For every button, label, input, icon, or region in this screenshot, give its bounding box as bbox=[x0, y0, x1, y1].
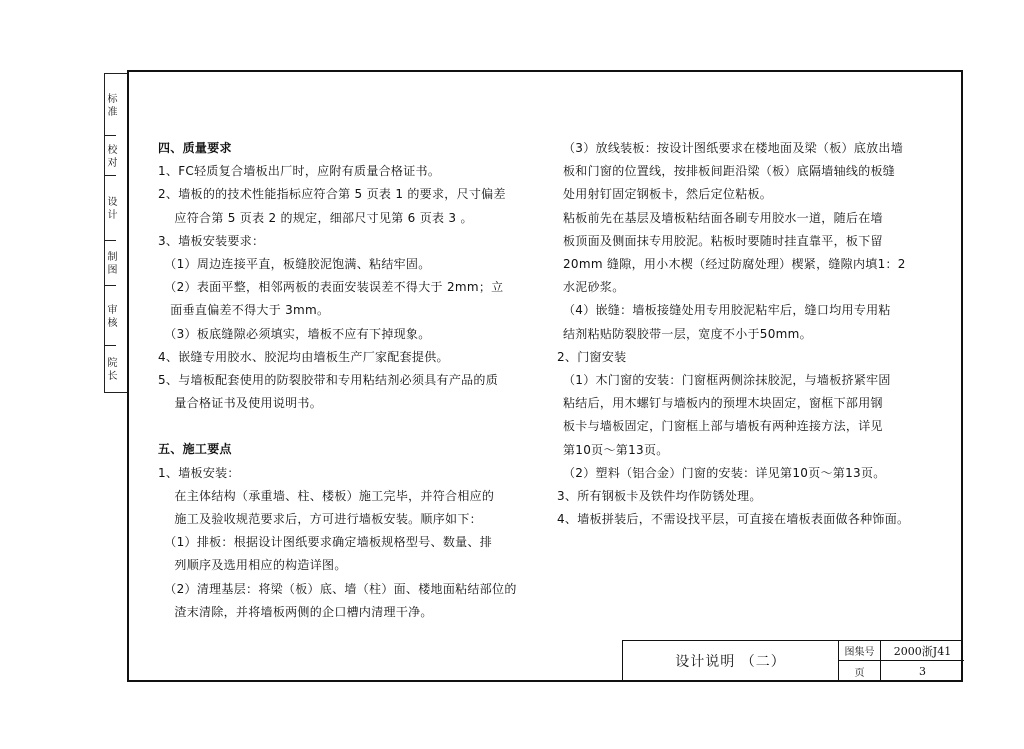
signature-sidebar bbox=[104, 73, 128, 393]
text-line: 水泥砂浆。 bbox=[563, 280, 625, 295]
section-heading: 四、质量要求 bbox=[158, 141, 232, 155]
sidebar-cell-design: 设 计 bbox=[105, 176, 116, 241]
text-line: （3）放线装板：按设计图纸要求在楼地面及梁（板）底放出墙 bbox=[563, 141, 904, 155]
text-line: 施工及验收规范要求后，方可进行墙板安装。顺序如下： bbox=[158, 512, 482, 527]
text-line: 5、与墙板配套使用的防裂胶带和专用粘结剂必须具有产品的质 bbox=[158, 373, 499, 388]
text-line: 粘结后，用木螺钉与墙板内的预埋木块固定，窗框下部用钢 bbox=[563, 396, 883, 411]
text-line: 2、门窗安装 bbox=[557, 349, 627, 364]
text-line: 渣末清除，并将墙板两侧的企口槽内清理干净。 bbox=[158, 604, 433, 619]
text-line: （2）清理基层：将梁（板）底、墙（柱）面、楼地面粘结部位的 bbox=[158, 581, 517, 596]
section-heading: 五、施工要点 bbox=[158, 442, 232, 457]
text-line: （1）木门窗的安装：门窗框两侧涂抹胶泥，与墙板挤紧牢固 bbox=[563, 373, 891, 388]
text-line: （2）塑料（铝合金）门窗的安装：详见第10页～第13页。 bbox=[563, 465, 886, 480]
sidebar-cell-review: 审 核 bbox=[105, 286, 116, 346]
text-line: 20mm 缝隙，用小木楔（经过防腐处理）楔紧，缝隙内填1：2 bbox=[563, 257, 906, 272]
right-text-column bbox=[557, 137, 953, 531]
page-number: 3 bbox=[919, 664, 926, 678]
text-line: 2、墙板的的技术性能指标应符合第 5 页表 1 的要求，尺寸偏差 bbox=[158, 187, 506, 202]
page-label: 页 bbox=[839, 661, 881, 681]
text-line: 应符合第 5 页表 2 的规定，细部尺寸见第 6 页表 3 。 bbox=[158, 210, 473, 225]
sidebar-cell-director: 院 长 bbox=[105, 357, 116, 381]
text-line bbox=[158, 415, 558, 438]
text-line: 粘板前先在基层及墙板粘结面各刷专用胶水一道，随后在墙 bbox=[563, 210, 883, 225]
text-line: 板卡与墙板固定，门窗框上部与墙板有两种连接方法，详见 bbox=[563, 419, 883, 434]
left-text-column bbox=[158, 137, 558, 624]
text-line: （2）表面平整，相邻两板的表面安装误差不得大于 2mm；立 bbox=[158, 280, 504, 295]
text-line: 列顺序及选用相应的构造详图。 bbox=[158, 558, 347, 573]
sidebar-cell-standard: 标 准 bbox=[105, 74, 116, 136]
atlas-number-value: 2000浙J41 bbox=[893, 644, 952, 658]
text-line: 板顶面及侧面抹专用胶泥。粘板时要随时挂直靠平，板下留 bbox=[563, 233, 883, 248]
title-block bbox=[622, 640, 963, 682]
text-line: 1、FC轻质复合墙板出厂时，应附有质量合格证书。 bbox=[158, 164, 441, 179]
atlas-number-label: 图集号 bbox=[839, 641, 881, 660]
text-line: （3）板底缝隙必须填实，墙板不应有下掉现象。 bbox=[158, 326, 431, 341]
text-line: 在主体结构（承重墙、柱、楼板）施工完毕，并符合相应的 bbox=[158, 488, 495, 503]
text-line: 板和门窗的位置线，按排板间距沿梁（板）底隔墙轴线的板缝 bbox=[563, 164, 896, 179]
text-line: 处用射钉固定钢板卡，然后定位粘板。 bbox=[563, 187, 773, 202]
text-line: 4、嵌缝专用胶水、胶泥均由墙板生产厂家配套提供。 bbox=[158, 349, 449, 364]
sidebar-cell-proofread: 校 对 bbox=[105, 136, 116, 176]
text-line: 1、墙板安装： bbox=[158, 465, 240, 480]
text-line: 3、所有钢板卡及铁件均作防锈处理。 bbox=[557, 489, 762, 504]
text-line: 4、墙板拼装后，不需设找平层，可直接在墙板表面做各种饰面。 bbox=[557, 512, 910, 527]
drawing-title: 设计说明 （二） bbox=[623, 641, 839, 681]
text-line: 第10页～第13页。 bbox=[563, 442, 669, 457]
title-block-grid bbox=[839, 641, 964, 681]
text-line: （1）排板：根据设计图纸要求确定墙板规格型号、数量、排 bbox=[158, 535, 493, 550]
text-line: （1）周边连接平直，板缝胶泥饱满、粘结牢固。 bbox=[158, 257, 431, 272]
text-line: 结剂粘贴防裂胶带一层，宽度不小于50mm。 bbox=[563, 326, 812, 341]
sidebar-cell-drafting: 制 图 bbox=[105, 241, 116, 286]
text-line: 3、墙板安装要求： bbox=[158, 233, 265, 248]
text-line: （4）嵌缝：墙板接缝处用专用胶泥粘牢后，缝口均用专用粘 bbox=[563, 303, 891, 318]
text-line: 量合格证书及使用说明书。 bbox=[158, 396, 323, 411]
text-line: 面垂直偏差不得大于 3mm。 bbox=[158, 303, 330, 318]
